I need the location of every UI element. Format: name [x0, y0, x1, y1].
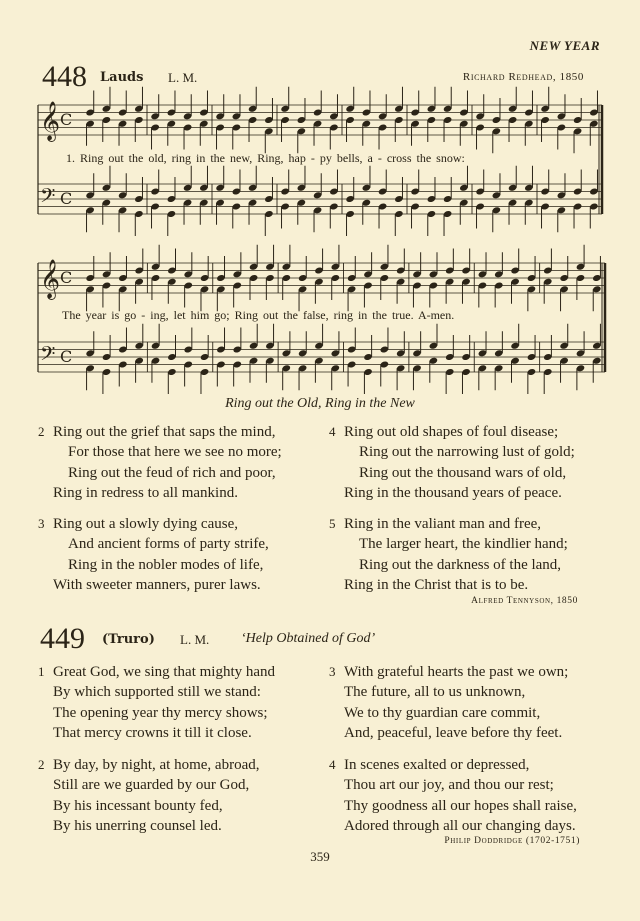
time-signature: C: [60, 110, 73, 129]
stanza-line: Ring out the thousand wars of old,: [359, 464, 567, 481]
hymn-448-title: Ring out the Old, Ring in the New: [225, 396, 415, 411]
stanza-line: That mercy crowns it till it close.: [53, 724, 252, 741]
author-449: Philip Doddridge (1702-1751): [444, 836, 580, 846]
stanza-line: Ring in the valiant man and free,: [344, 516, 542, 532]
lyrics-line-1: 1. Ring out the old, ring in the new, Ring, hap - py bells, a - cross the snow:: [66, 151, 465, 165]
stanza-line: Ring out the narrowing lust of gold;: [359, 444, 575, 461]
stanza-448-5: [329, 514, 568, 595]
stanza-448-3: [38, 514, 269, 595]
meter-449: L. M.: [180, 632, 210, 647]
stanza-449-2: [38, 755, 260, 836]
tune-name-truro: (Truro): [102, 632, 155, 647]
stanza-line: With grateful hearts the past we own;: [344, 664, 569, 680]
time-signature: C: [60, 189, 73, 208]
bass-clef: 𝄢: [40, 184, 56, 212]
stanza-number: 5: [329, 516, 336, 531]
meter-448: L. M.: [168, 70, 198, 85]
stanza-number: 2: [38, 424, 45, 439]
stanza-line: We to thy guardian care commit,: [344, 704, 541, 721]
composer-448: Richard Redhead, 1850: [462, 71, 584, 83]
time-signature: C: [60, 268, 73, 287]
stanza-line: Thou art our joy, and thou our rest;: [344, 777, 554, 794]
stanza-line: And ancient forms of party strife,: [68, 536, 269, 553]
stanza-number: 3: [38, 516, 45, 531]
hymn-number-448: 448: [42, 60, 87, 93]
stanza-line: Adored through all our changing days.: [344, 817, 576, 834]
stanza-number: 1: [38, 664, 45, 679]
stanza-line: The opening year thy mercy shows;: [53, 704, 268, 721]
treble-clef: 𝄞: [40, 259, 61, 299]
stanza-line: By his incessant bounty fed,: [53, 797, 223, 814]
stanza-line: Ring out the grief that saps the mind,: [53, 424, 276, 440]
stanza-line: In scenes exalted or depressed,: [344, 757, 530, 773]
stanza-449-1: [38, 662, 276, 743]
stanza-line: Ring in redress to all mankind.: [53, 484, 238, 501]
stanza-line: Ring out a slowly dying cause,: [53, 516, 238, 532]
stanza-line: Ring in the thousand years of peace.: [344, 484, 562, 501]
stanza-line: By which supported still we stand:: [53, 684, 261, 701]
stanza-line: Ring in the nobler modes of life,: [68, 556, 264, 573]
stanza-line: The future, all to us unknown,: [344, 684, 526, 701]
section-heading: NEW YEAR: [529, 38, 600, 53]
tune-name-lauds: Lauds: [100, 70, 144, 85]
stanza-line: Ring out the feud of rich and poor,: [68, 464, 276, 481]
treble-clef: 𝄞: [40, 101, 61, 141]
stanza-line: By day, by night, at home, abroad,: [53, 757, 260, 773]
stanza-number: 3: [329, 664, 336, 679]
author-448: Alfred Tennyson, 1850: [471, 596, 578, 606]
hymn-449-title: ‘Help Obtained of God’: [241, 631, 376, 646]
stanza-line: By his unerring counsel led.: [53, 817, 222, 834]
stanza-449-3: [329, 662, 569, 743]
stanza-line: Ring out old shapes of foul disease;: [344, 424, 559, 440]
stanza-line: With sweeter manners, purer laws.: [53, 576, 261, 593]
stanza-line: Ring out the darkness of the land,: [359, 556, 562, 573]
time-signature: C: [60, 347, 73, 366]
stanza-line: Thy goodness all our hopes shall raise,: [344, 797, 577, 814]
stanza-number: 4: [329, 757, 336, 772]
bass-clef: 𝄢: [40, 342, 56, 370]
lyrics-line-2: The year is go - ing, let him go; Ring out the false, ring in the true. A-men.: [62, 308, 455, 322]
stanza-line: For those that here we see no more;: [68, 444, 282, 461]
stanza-line: The larger heart, the kindlier hand;: [359, 536, 568, 553]
stanza-448-4: [329, 422, 575, 503]
stanza-number: 2: [38, 757, 45, 772]
stanza-line: Still are we guarded by our God,: [53, 777, 250, 794]
stanza-line: And, peaceful, leave before thy feet.: [344, 724, 563, 741]
hymn-number-449: 449: [40, 622, 85, 655]
stanza-448-2: [38, 422, 282, 503]
stanza-449-4: [329, 755, 577, 836]
page-number: 359: [310, 849, 330, 864]
stanza-line: Great God, we sing that mighty hand: [53, 664, 276, 680]
stanza-line: Ring in the Christ that is to be.: [344, 576, 529, 593]
stanza-number: 4: [329, 424, 336, 439]
